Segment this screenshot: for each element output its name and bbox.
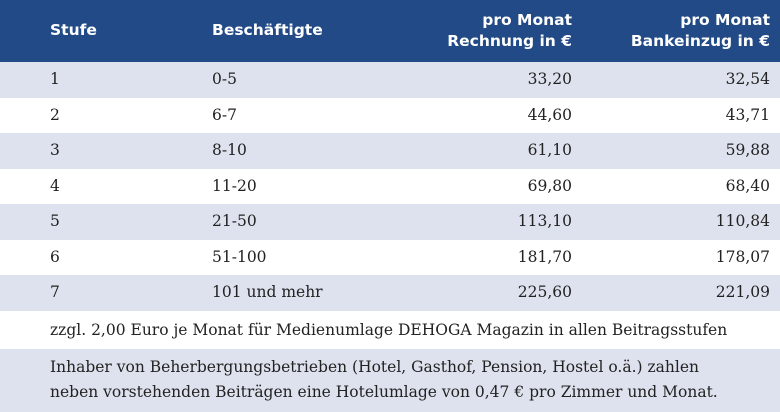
cell-rechnung: 181,70 (517, 247, 572, 266)
cell-beschaeftigte: 11-20 (212, 176, 257, 195)
header-rechnung-line1: pro Monat (482, 11, 572, 29)
cell-beschaeftigte: 6-7 (212, 105, 237, 124)
cell-rechnung: 69,80 (527, 176, 572, 195)
header-bankeinzug-line1: pro Monat (680, 11, 770, 29)
cell-rechnung: 33,20 (527, 70, 572, 88)
table-row (0, 169, 780, 205)
cell-beschaeftigte: 21-50 (212, 212, 257, 230)
cell-stufe: 2 (50, 105, 60, 124)
header-rechnung-line2: Rechnung in € (447, 32, 572, 50)
table-header (0, 0, 780, 62)
note-hotelumlage (0, 349, 780, 412)
table-row (0, 275, 780, 311)
note-medienumlage: zzgl. 2,00 Euro je Monat für Medienumlage DEHOGA Magazin in allen Beitragsstufen (0, 311, 780, 349)
cell-beschaeftigte: 51-100 (212, 247, 267, 266)
cell-bankeinzug: 59,88 (725, 141, 770, 159)
cell-stufe: 5 (50, 212, 60, 230)
header-rechnung (447, 10, 572, 52)
cell-rechnung: 225,60 (517, 283, 572, 301)
header-beschaeftigte: Beschäftigte (212, 21, 323, 39)
cell-bankeinzug: 178,07 (715, 247, 770, 266)
table-row (0, 62, 780, 98)
header-bankeinzug (631, 10, 770, 52)
table-row (0, 204, 780, 240)
cell-beschaeftigte: 8-10 (212, 141, 247, 159)
cell-rechnung: 113,10 (517, 212, 572, 230)
cell-stufe: 4 (50, 176, 60, 195)
cell-bankeinzug: 43,71 (725, 105, 770, 124)
cell-bankeinzug: 110,84 (715, 212, 770, 230)
note-hotelumlage-line1: Inhaber von Beherbergungsbetrieben (Hotel, Gasthof, Pension, Hostel o.ä.) zahlen (50, 357, 699, 376)
note-hotelumlage-line2: neben vorstehenden Beiträgen eine Hotelumlage von 0,47 € pro Zimmer und Monat. (50, 382, 718, 401)
cell-stufe: 1 (50, 70, 60, 88)
cell-rechnung: 61,10 (527, 141, 572, 159)
cell-beschaeftigte: 101 und mehr (212, 283, 323, 301)
table-row (0, 133, 780, 169)
cell-bankeinzug: 32,54 (725, 70, 770, 88)
table-row (0, 98, 780, 134)
cell-stufe: 6 (50, 247, 60, 266)
cell-bankeinzug: 68,40 (725, 176, 770, 195)
cell-rechnung: 44,60 (527, 105, 572, 124)
cell-bankeinzug: 221,09 (715, 283, 770, 301)
cell-stufe: 7 (50, 283, 60, 301)
cell-stufe: 3 (50, 141, 60, 159)
cell-beschaeftigte: 0-5 (212, 70, 237, 88)
table-row (0, 240, 780, 276)
header-bankeinzug-line2: Bankeinzug in € (630, 32, 770, 50)
header-stufe: Stufe (50, 21, 97, 39)
